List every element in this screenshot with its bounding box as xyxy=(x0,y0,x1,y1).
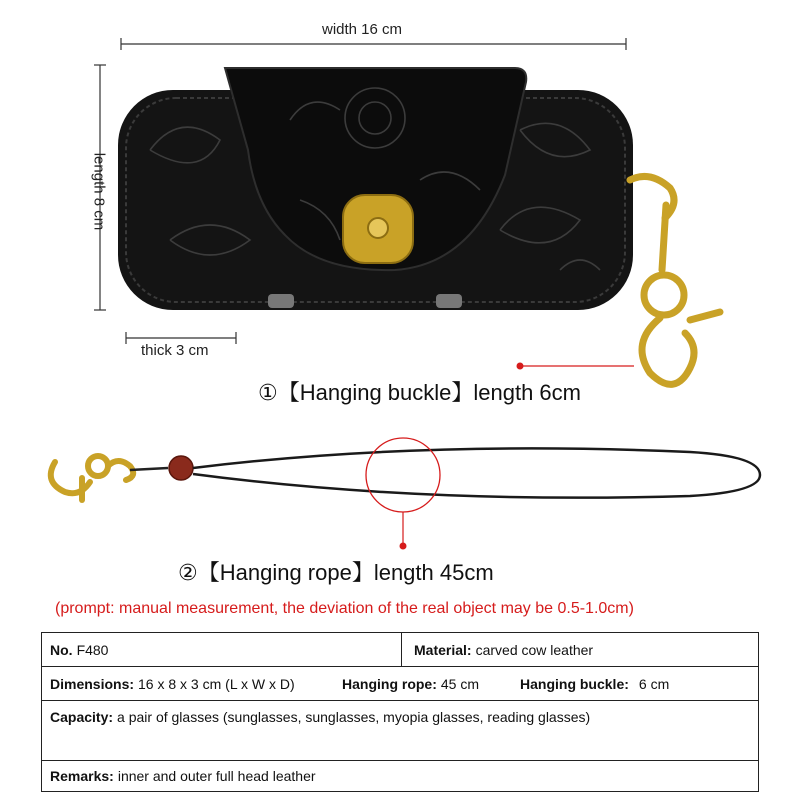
spec-table xyxy=(41,632,759,792)
thick-label: thick 3 cm xyxy=(141,342,209,359)
spec-remarks-label: Remarks: xyxy=(50,767,114,784)
spec-material-value: carved cow leather xyxy=(475,641,594,658)
spec-material xyxy=(406,633,601,666)
spec-row-4 xyxy=(42,761,758,790)
length-label: length 8 cm xyxy=(90,152,108,231)
glasses-case xyxy=(118,68,633,310)
spec-buckle-value: 6 cm xyxy=(638,675,670,692)
spec-dimensions-label: Dimensions: xyxy=(50,675,135,692)
spec-material-label: Material: xyxy=(414,641,472,658)
width-dimension-line xyxy=(121,38,626,50)
spec-no-label: No. xyxy=(50,641,73,658)
spec-remarks-value: inner and outer full head leather xyxy=(117,767,316,784)
rope-callout-label: ②【Hanging rope】length 45cm xyxy=(178,560,494,585)
measurement-prompt: (prompt: manual measurement, the deviation of the real object may be 0.5-1.0cm) xyxy=(55,600,634,617)
hanging-rope xyxy=(51,448,760,500)
spec-rope-label: Hanging rope: xyxy=(342,675,437,692)
spec-rope xyxy=(334,667,487,700)
spec-dimensions xyxy=(42,667,303,700)
spec-buckle-label: Hanging buckle: xyxy=(520,675,629,692)
spec-no xyxy=(42,633,402,666)
width-label: width 16 cm xyxy=(322,21,403,38)
spec-rope-value: 45 cm xyxy=(440,675,480,692)
spec-remarks xyxy=(42,761,324,790)
rope-callout-dot xyxy=(400,543,407,550)
spec-buckle xyxy=(512,667,677,700)
spec-capacity xyxy=(42,701,598,760)
spec-row-1 xyxy=(42,633,758,667)
spec-row-3 xyxy=(42,701,758,761)
spec-no-value: F480 xyxy=(76,641,109,658)
spec-dimensions-value: 16 x 8 x 3 cm (L x W x D) xyxy=(138,675,295,692)
hanging-buckle xyxy=(630,176,720,384)
rope-callout-circle xyxy=(366,438,440,512)
spec-capacity-value: a pair of glasses (sunglasses, sunglasses, myopia glasses, reading glasses) xyxy=(117,709,591,725)
spec-row-2 xyxy=(42,667,758,701)
buckle-callout-label: ①【Hanging buckle】length 6cm xyxy=(258,380,581,405)
spec-capacity-label: Capacity: xyxy=(50,709,114,725)
